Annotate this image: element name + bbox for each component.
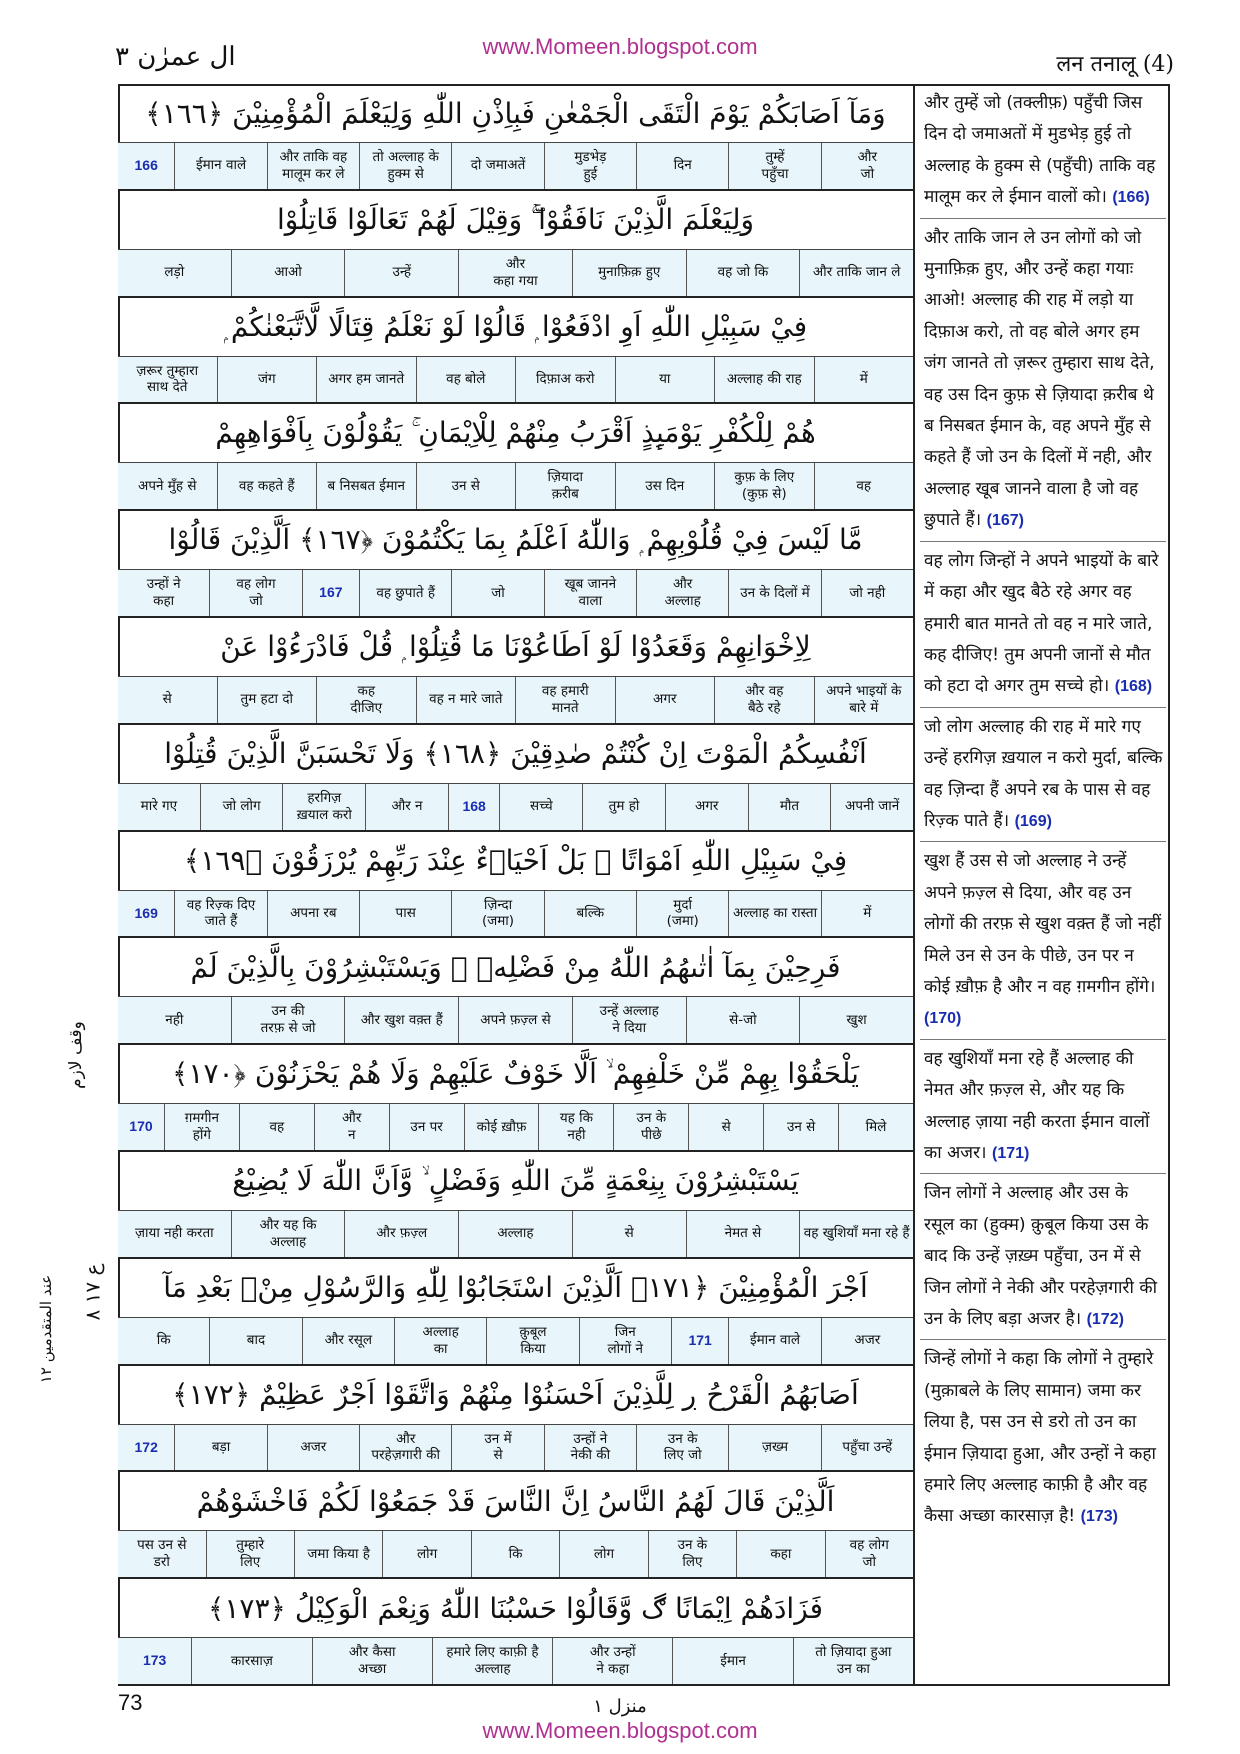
- word-meaning-cell: उस दिन: [615, 463, 715, 509]
- word-meaning-cell: वह: [814, 463, 914, 509]
- word-meaning-cell: वह न मारे जाते: [416, 677, 516, 723]
- verse-number-cell: 171: [671, 1318, 728, 1364]
- word-meaning-cell: यह कि नही: [538, 1104, 613, 1150]
- word-meaning-cell: ग़मगीन होंगे: [164, 1104, 239, 1150]
- word-meaning-cell: और खुश वक़्त हैं: [344, 997, 458, 1043]
- verse-number: (169): [1014, 812, 1052, 830]
- word-meaning-cell: अल्लाह का रास्ता: [728, 891, 820, 937]
- site-url-top[interactable]: www.Momeen.blogspot.com: [482, 34, 758, 59]
- verse-number-cell: 168: [448, 784, 500, 830]
- page-number: 73: [118, 1690, 143, 1715]
- word-meaning-cell: दिन: [636, 143, 728, 189]
- word-meaning-cell: बल्कि: [544, 891, 636, 937]
- translation-text: और तुम्हें जो (तक्लीफ़) पहुँची जिस दिन दो जमाअतों में मुडभेड़ हुई तो अल्लाह के हुक्म से (पहुँची) ताकि वह मालूम कर ले ईमान वालों को।: [924, 93, 1156, 208]
- word-meaning-cell: कुफ़ के लिए (कुफ़ से): [714, 463, 814, 509]
- word-meaning-cell: अजर: [821, 1318, 913, 1364]
- verse-number-cell: 167: [302, 570, 359, 616]
- translation-paragraph: [920, 1044, 1166, 1175]
- word-meaning-cell: वह कहते हैं: [217, 463, 317, 509]
- word-meaning-cell: अपने मुँह से: [138, 477, 197, 494]
- word-meaning-cell: अल्लाह की राह: [714, 357, 814, 403]
- verse-number: (170): [924, 1010, 962, 1028]
- word-meaning-cell: अपने भाइयों के बारे में: [814, 677, 914, 723]
- word-meaning-cell: मुडभेड़ हुई: [544, 143, 636, 189]
- word-meaning-cell: वह रिज़्क दिए जाते हैं: [174, 891, 266, 937]
- word-meaning-row: [118, 1210, 913, 1257]
- word-meaning-cell: ब निसबत ईमान: [316, 463, 416, 509]
- word-meaning-cell: और यह कि अल्लाह: [231, 1211, 345, 1257]
- word-meaning-cell: और ताकि जान ले: [799, 250, 913, 296]
- word-meaning-row: [118, 1530, 913, 1577]
- arabic-line: فَزَادَھُمْ اِيْمَانًا ڰ وَّقَالُوْا حَسْبُنَا اللّٰهُ وَنِعْمَ الْوَكِيْلُ ﴿١٧٣﴾: [207, 1591, 824, 1625]
- verse-block: [118, 1472, 913, 1579]
- translation-paragraph: [920, 1344, 1166, 1536]
- verse-number-cell: 166: [134, 157, 158, 174]
- translation-paragraph: [920, 712, 1166, 843]
- word-meaning-cell: उन्हें अल्लाह ने दिया: [572, 997, 686, 1043]
- word-meaning-row: [118, 569, 913, 616]
- word-meaning-cell: अल्लाह: [458, 1211, 572, 1257]
- ruku-count-note: عند المتقدمين ١٢: [37, 1274, 56, 1384]
- word-meaning-cell: उन के लिए जो: [636, 1425, 728, 1471]
- word-meaning-cell: जो लोग: [200, 784, 283, 830]
- word-meaning-cell: पास: [359, 891, 451, 937]
- word-meaning-cell: लड़ो: [164, 264, 185, 281]
- word-meaning-cell: नही: [165, 1011, 184, 1028]
- verse-block: [118, 1152, 913, 1259]
- word-meaning-cell: ईमान वाले: [174, 143, 266, 189]
- word-meaning-cell: या: [615, 357, 715, 403]
- word-meaning-cell: उन के लिए: [648, 1531, 736, 1577]
- word-meaning-cell: दो जमाअतें: [451, 143, 543, 189]
- word-meaning-cell: आओ: [231, 250, 345, 296]
- word-meaning-cell: अजर: [267, 1425, 359, 1471]
- word-meaning-row: [118, 1317, 913, 1364]
- word-meaning-cell: तुम हटा दो: [217, 677, 317, 723]
- verse-number: (172): [1086, 1311, 1124, 1329]
- verse-block: [118, 1259, 913, 1366]
- verse-block: [118, 832, 913, 939]
- word-meaning-cell: पहुँचा उन्हें: [821, 1425, 913, 1471]
- word-meaning-row: [118, 142, 913, 189]
- translation-text: वह खुशियाँ मना रहे हैं अल्लाह की नेमत और फ़ज़्ल से, और यह कि अल्लाह ज़ाया नही करता ईमान वालों का अजर।: [924, 1048, 1150, 1163]
- word-meaning-cell: वह बोले: [416, 357, 516, 403]
- word-meaning-cell: वह खुशियाँ मना रहे हैं: [799, 1211, 913, 1257]
- verse-block: [118, 1366, 913, 1473]
- translation-text: जो लोग अल्लाह की राह में मारे गए उन्हें हरगिज़ ख़याल न करो मुर्दा, बल्कि वह ज़िन्दा हैं अपने रब के पास से वह रिज़्क पाते हैं।: [924, 716, 1163, 831]
- word-meaning-cell: मिले: [838, 1104, 913, 1150]
- word-meaning-cell: और उन्हों ने कहा: [552, 1638, 672, 1684]
- word-meaning-cell: तुम्हें पहुँचा: [728, 143, 820, 189]
- word-meaning-cell: बड़ा: [174, 1425, 266, 1471]
- verse-number-cell: 170: [129, 1118, 153, 1135]
- verse-number: (171): [992, 1145, 1030, 1162]
- word-meaning-cell: उन्हों ने कहा: [146, 576, 181, 610]
- word-meaning-cell: तुम्हारे लिए: [206, 1531, 294, 1577]
- word-meaning-row: [118, 1637, 913, 1684]
- word-meaning-cell: में: [821, 891, 913, 937]
- word-meaning-cell: ज़ाया नही करता: [134, 1225, 214, 1242]
- word-meaning-cell: ईमान वाले: [728, 1318, 820, 1364]
- word-meaning-cell: कि: [156, 1332, 171, 1349]
- verse-number-cell: 173: [142, 1652, 167, 1669]
- word-meaning-row: [118, 676, 913, 723]
- verse-block: [118, 191, 913, 298]
- arabic-line: اَنْفُسِكُمُ الْمَوْتَ اِنْ كُنْتُمْ صٰدِقِيْنَ ﴿١٦٨﴾ وَلَا تَحْسَبَنَّ الَّذِيْنَ قُتِلُوْا: [164, 737, 867, 771]
- word-meaning-cell: से: [572, 1211, 686, 1257]
- word-meaning-cell: हरगिज़ ख़याल करो: [282, 784, 365, 830]
- word-meaning-cell: और कैसा अच्छा: [312, 1638, 432, 1684]
- word-meaning-cell: खूब जानने वाला: [544, 570, 636, 616]
- translation-paragraph: [920, 546, 1166, 708]
- word-meaning-cell: जो: [451, 570, 543, 616]
- word-meaning-cell: मुर्दा (जमा): [636, 891, 728, 937]
- arabic-line: اَلَّذِيْنَ قَالَ لَهُمُ النَّاسُ اِنَّ النَّاسَ قَدْ جَمَعُوْا لَكُمْ فَاخْشَوْھُمْ: [196, 1484, 835, 1518]
- word-meaning-cell: मौत: [748, 784, 831, 830]
- word-meaning-cell: नेमत से: [686, 1211, 800, 1257]
- arabic-line: فِيْ سَبِيْلِ اللّٰهِ اَمْوَاتًا ۭ بَلْ اَحْيَاۗءٌ عِنْدَ رَبِّھِمْ يُرْزَقُوْنَ ﴿١٦٩﴾: [183, 844, 848, 878]
- verse-block: [118, 84, 913, 191]
- verse-block: [118, 618, 913, 725]
- word-meaning-cell: उन से: [416, 463, 516, 509]
- word-meaning-cell: और ताकि वह मालूम कर ले: [267, 143, 359, 189]
- word-meaning-cell: अगर: [665, 784, 748, 830]
- word-meaning-cell: वह: [239, 1104, 314, 1150]
- word-meaning-cell: वह जो कि: [686, 250, 800, 296]
- word-meaning-row: [118, 996, 913, 1043]
- word-meaning-cell: लोग: [559, 1531, 647, 1577]
- word-meaning-cell: उन के पीछे: [613, 1104, 688, 1150]
- word-meaning-row: [118, 783, 913, 830]
- word-meaning-cell: और वह बैठे रहे: [714, 677, 814, 723]
- translation-paragraph: [920, 846, 1166, 1039]
- word-meaning-cell: से: [688, 1104, 763, 1150]
- word-meaning-cell: और अल्लाह: [636, 570, 728, 616]
- verse-block: [118, 1579, 913, 1686]
- arabic-line: فِيْ سَبِيْلِ اللّٰهِ اَوِ ادْفَعُوْا ۭ قَالُوْا لَوْ نَعْلَمُ قِتَالًا لَّاتَّبَعْنٰكُمْ ۭ: [223, 309, 808, 343]
- word-meaning-cell: उन्हें: [344, 250, 458, 296]
- verse-number: (173): [1080, 1508, 1118, 1526]
- word-meaning-cell: दिफ़ाअ करो: [515, 357, 615, 403]
- waqf-lazim-note: وقف لازم: [65, 1021, 86, 1089]
- word-meaning-cell: और कहा गया: [458, 250, 572, 296]
- word-meaning-cell: हमारे लिए काफ़ी है अल्लाह: [432, 1638, 552, 1684]
- word-meaning-cell: ईमान: [672, 1638, 792, 1684]
- word-meaning-cell: उन के दिलों में: [728, 570, 820, 616]
- word-meaning-cell: मारे गए: [140, 798, 178, 815]
- word-meaning-cell: लोग: [382, 1531, 470, 1577]
- word-meaning-cell: और फ़ज़्ल: [344, 1211, 458, 1257]
- word-meaning-cell: कारसाज़: [191, 1638, 311, 1684]
- word-meaning-row: [118, 890, 913, 937]
- translation-paragraph: [920, 223, 1166, 542]
- site-url-bottom[interactable]: www.Momeen.blogspot.com: [482, 1718, 758, 1743]
- word-meaning-cell: जंग: [217, 357, 317, 403]
- word-meaning-cell: ज़ख्म: [728, 1425, 820, 1471]
- verse-block: [118, 1045, 913, 1152]
- translation-text: वह लोग जिन्हों ने अपने भाइयों के बारे में कहा और खुद बैठे रहे अगर वह हमारी बात मानते तो वह न मारे जाते, कह दीजिए! तुम अपनी जानों से मौत को हटा दो अगर तुम सच्चे हो।: [924, 550, 1159, 697]
- word-meaning-cell: अल्लाह का: [394, 1318, 486, 1364]
- word-meaning-cell: वह लोग जो: [825, 1531, 913, 1577]
- word-meaning-row: [118, 356, 913, 403]
- word-meaning-cell: और जो: [821, 143, 913, 189]
- verse-number-cell: 169: [134, 904, 158, 921]
- verse-block: [118, 511, 913, 618]
- word-meaning-cell: अपना रब: [267, 891, 359, 937]
- word-meaning-cell: उन पर: [389, 1104, 464, 1150]
- word-meaning-cell: ज़िन्दा (जमा): [451, 891, 543, 937]
- word-meaning-row: [118, 462, 913, 509]
- word-meaning-cell: उन्हों ने नेकी की: [544, 1425, 636, 1471]
- word-meaning-cell: मुनाफ़िक़ हुए: [572, 250, 686, 296]
- word-meaning-cell: कि: [471, 1531, 559, 1577]
- verse-number: (166): [1112, 189, 1150, 207]
- verse-number-cell: 172: [134, 1438, 158, 1455]
- translation-column: [920, 88, 1166, 1684]
- translation-text: और ताकि जान ले उन लोगों को जो मुनाफ़िक़ हुए, और उन्हें कहा गयाः आओ! अल्लाह की राह में लड़ो या दिफ़ाअ करो, तो वह बोले अगर हम जंग जानते तो ज़रूर तुम्हारा साथ देते, वह उस दिन कुफ़ से ज़ियादा क़रीब थे ब निसबत ईमान के, वह अपने मुँह से कहते हैं जो उन के दिलों में नही, और अल्लाह खूब जानने वाला है जो वह छुपाते हैं।: [924, 227, 1155, 531]
- word-meaning-row: [118, 1424, 913, 1471]
- verse-block: [118, 404, 913, 511]
- word-meaning-cell: ज़रूर तुम्हारा साथ देते: [136, 362, 199, 396]
- arabic-line: اَجْرَ الْمُؤْمِنِيْنَ ﴿١٧١﴾ اَلَّذِيْنَ اسْتَجَابُوْا لِلّٰهِ وَالرَّسُوْلِ مِنْۢ بَعْدِ مَآ: [163, 1271, 868, 1305]
- ruku-marker: ع ١٧ ٨: [80, 1263, 105, 1321]
- arabic-line: فَرِحِيْنَ بِمَآ اٰتٰىھُمُ اللّٰهُ مِنْ فَضْلِهٖ ۙ وَيَسْتَبْشِرُوْنَ بِالَّذِيْنَ لَمْ: [190, 950, 841, 984]
- arabic-line: لِاِخْوَانِهِمْ وَقَعَدُوْا لَوْ اَطَاعُوْنَا مَا قُتِلُوْا ۭ قُلْ فَادْرَءُوْا عَنْ: [220, 629, 811, 663]
- word-meaning-cell: कोई ख़ौफ़: [464, 1104, 539, 1150]
- word-meaning-cell: अगर हम जानते: [316, 357, 416, 403]
- verse-number: (167): [986, 512, 1024, 530]
- word-meaning-cell: पस उन से डरो: [137, 1537, 187, 1571]
- word-meaning-cell: में: [814, 357, 914, 403]
- word-meaning-row: [118, 1103, 913, 1150]
- word-meaning-cell: जिन लोगों ने: [579, 1318, 671, 1364]
- word-meaning-cell: अपने फ़ज़्ल से: [458, 997, 572, 1043]
- verse-block: [118, 298, 913, 405]
- arabic-line: يَلْحَقُوْا بِهِمْ مِّنْ خَلْفِهِمْ ۙ اَلَّا خَوْفٌ عَلَيْهِمْ وَلَا ھُمْ يَحْزَنُوْنَ ﴿١٧٠﴾: [172, 1057, 859, 1091]
- arabic-line: هُمْ لِلْكُفْرِ يَوْمَىِٕذٍ اَقْرَبُ مِنْهُمْ لِلْاِيْمَانِ ۚ يَقُوْلُوْنَ بِاَفْوَاهِهِمْ: [215, 416, 816, 450]
- word-meaning-cell: खुश: [799, 997, 913, 1043]
- manzil-label: منزل ١: [593, 1696, 647, 1717]
- word-by-word-grid: [118, 84, 915, 1686]
- word-meaning-cell: वह हमारी मानते: [515, 677, 615, 723]
- arabic-line: اَصَابَهُمُ الْقَرْحُ ڔ لِلَّذِيْنَ اَحْسَنُوْا مِنْهُمْ وَاتَّقَوْا اَجْرٌ عَظِيْمٌ ﴿١٧٢﴾: [172, 1378, 859, 1412]
- word-meaning-cell: और रसूल: [302, 1318, 394, 1364]
- word-meaning-cell: क़ुबूल किया: [486, 1318, 578, 1364]
- arabic-line: وَلِيَعْلَمَ الَّذِيْنَ نَافَقُوْا ۖۚ وَقِيْلَ لَهُمْ تَعَالَوْا قَاتِلُوْا: [277, 202, 755, 236]
- word-meaning-cell: और न: [365, 784, 448, 830]
- word-meaning-cell: और न: [314, 1104, 389, 1150]
- word-meaning-cell: अगर: [615, 677, 715, 723]
- word-meaning-cell: ज़ियादा क़रीब: [515, 463, 615, 509]
- word-meaning-cell: जमा किया है: [294, 1531, 382, 1577]
- word-meaning-cell: उन से: [763, 1104, 838, 1150]
- word-meaning-cell: वह लोग जो: [209, 570, 301, 616]
- translation-text: जिन्हें लोगों ने कहा कि लोगों ने तुम्हारे (मुक़ाबले के लिए सामान) जमा कर लिया है, पस उन से डरो तो उन का ईमान ज़ियादा हुआ, और उन्हों ने कहा हमारे लिए अल्लाह काफ़ी है और वह कैसा अच्छा कारसाज़ है!: [924, 1349, 1156, 1527]
- surah-header: ال عمرٰن ٣: [115, 42, 236, 72]
- word-meaning-cell: कह दीजिए: [316, 677, 416, 723]
- word-meaning-cell: अपनी जानें: [830, 784, 913, 830]
- translation-text: खुश हैं उस से जो अल्लाह ने उन्हें अपने फ़ज़्ल से दिया, और वह उन लोगों की तरफ़ से खुश वक़्त हैं जो नहीं मिले उन से उन के पीछे, उन पर न कोई ख़ौफ़ है और न वह ग़मगीन होंगे।: [924, 851, 1162, 997]
- arabic-line: يَسْتَبْشِرُوْنَ بِنِعْمَةٍ مِّنَ اللّٰهِ وَفَضْلٍ ۙ وَّاَنَّ اللّٰهَ لَا يُضِيْعُ: [232, 1163, 799, 1197]
- translation-paragraph: [920, 88, 1166, 219]
- verse-number: (168): [1114, 678, 1153, 696]
- arabic-line: مَّا لَيْسَ فِيْ قُلُوْبِهِمْ ۭ وَاللّٰهُ اَعْلَمُ بِمَا يَكْتُمُوْنَ ﴿١٦٧﴾ اَلَّذِيْنَ قَالُوْا: [168, 523, 863, 557]
- word-meaning-cell: उन की तरफ़ से जो: [231, 997, 345, 1043]
- word-meaning-cell: और परहेज़गारी की: [359, 1425, 451, 1471]
- word-meaning-cell: जो नही: [821, 570, 913, 616]
- word-meaning-row: [118, 249, 913, 296]
- word-meaning-cell: से: [162, 691, 172, 708]
- juz-header: लन तनालू (4): [1056, 52, 1174, 77]
- word-meaning-cell: उन में से: [451, 1425, 543, 1471]
- word-meaning-cell: सच्चे: [499, 784, 582, 830]
- word-meaning-cell: वह छुपाते हैं: [359, 570, 451, 616]
- verse-block: [118, 725, 913, 832]
- word-meaning-cell: बाद: [209, 1318, 301, 1364]
- translation-text: जिन लोगों ने अल्लाह और उस के रसूल का (हुक्म) क़ुबूल किया उस के बाद कि उन्हें ज़ख़्म पहुँचा, उन में से जिन लोगों ने नेकी और परहेज़गारी की उन के लिए बड़ा अजर है।: [924, 1183, 1158, 1330]
- word-meaning-cell: तो अल्लाह के हुक्म से: [359, 143, 451, 189]
- verse-block: [118, 938, 913, 1045]
- arabic-line: وَمَآ اَصَابَكُمْ يَوْمَ الْتَقَى الْجَمْعٰنِ فَبِاِذْنِ اللّٰهِ وَلِيَعْلَمَ الْمُؤْمِنِيْنَ ﴿١٦٦﴾: [145, 96, 886, 130]
- word-meaning-cell: तुम हो: [582, 784, 665, 830]
- word-meaning-cell: से-जो: [686, 997, 800, 1043]
- word-meaning-cell: कहा: [736, 1531, 824, 1577]
- translation-paragraph: [920, 1178, 1166, 1340]
- word-meaning-cell: तो ज़ियादा हुआ उन का: [793, 1638, 913, 1684]
